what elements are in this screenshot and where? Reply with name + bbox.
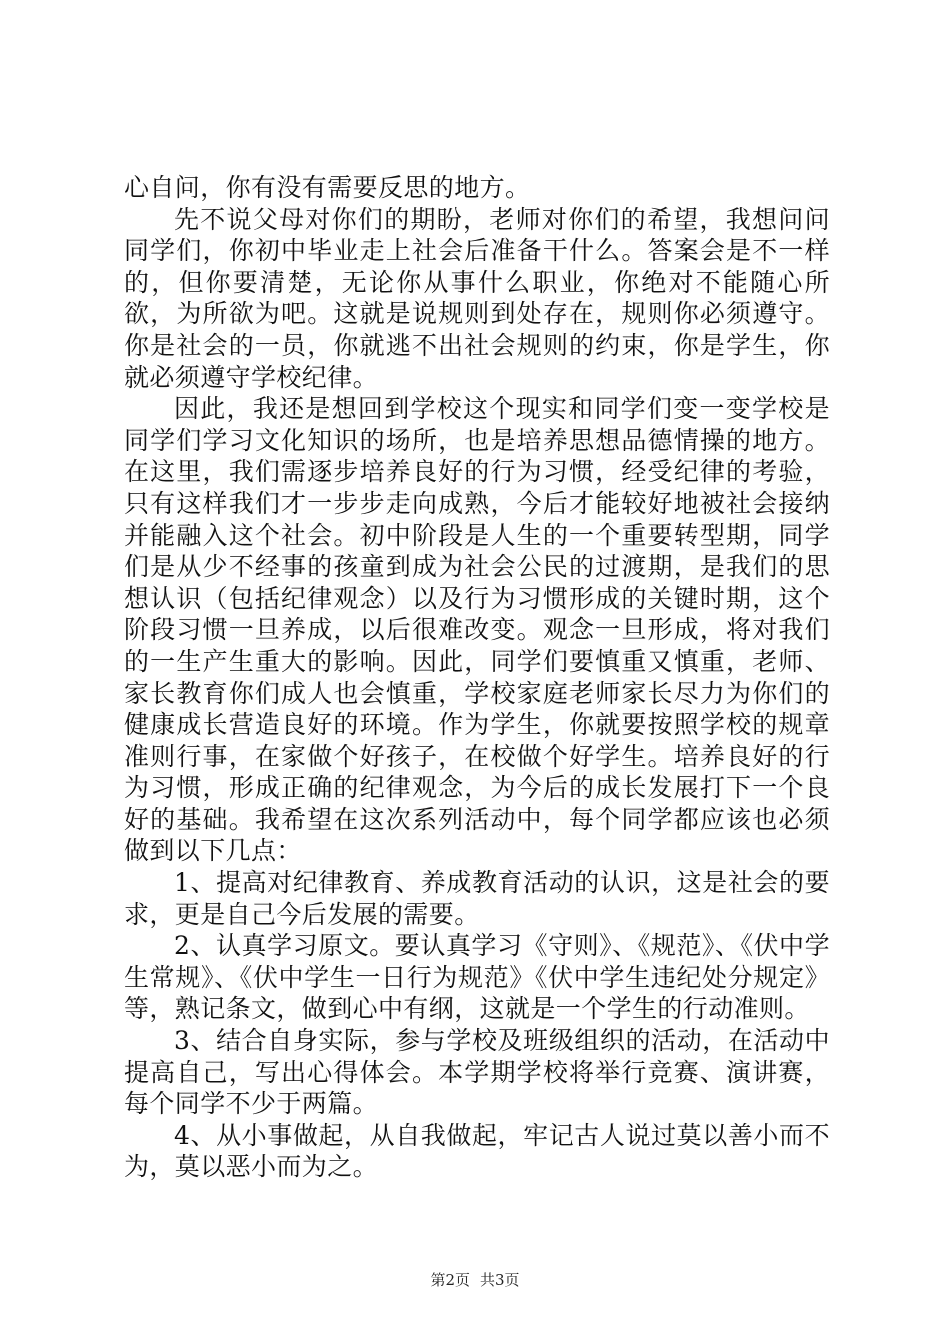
list-item-4: 4、从小事做起，从自我做起，牢记古人说过莫以善小而不为，莫以恶小而为之。 (124, 1120, 830, 1182)
page-total: 共3页 (480, 1271, 520, 1289)
page-footer (0, 1270, 950, 1290)
list-item-2: 2、认真学习原文。要认真学习《守则》、《规范》、《伏中学生常规》、《伏中学生一日行为规范》《伏中学生违纪处分规定》等，熟记条文，做到心中有纲，这就是一个学生的行动准则。 (124, 931, 830, 1024)
list-item-3: 3、结合自身实际，参与学校及班级组织的活动，在活动中提高自己，写出心得体会。本学期学校将举行竞赛、演讲赛，每个同学不少于两篇。 (124, 1026, 830, 1119)
page-number: 第2页 (430, 1271, 470, 1289)
paragraph-school: 因此，我还是想回到学校这个现实和同学们变一变学校是同学们学习文化知识的场所，也是培养思想品德情操的地方。在这里，我们需逐步培养良好的行为习惯，经受纪律的考验，只有这样我们才一步步走向成熟，今后才能较好地被社会接纳并能融入这个社会。初中阶段是人生的一个重要转型期，同学们是从少不经事的孩童到成为社会公民的过渡期，是我们的思想认识（包括纪律观念）以及行为习惯形成的关键时期，这个阶段习惯一旦养成，以后很难改变。观念一旦形成，将对我们的一生产生重大的影响。因此，同学们要慎重又慎重，老师、家长教育你们成人也会慎重，学校家庭老师家长尽力为你们的健康成长营造良好的环境。作为学生，你就要按照学校的规章准则行事，在家做个好孩子，在校做个好学生。培养良好的行为习惯，形成正确的纪律观念，为今后的成长发展打下一个良好的基础。我希望在这次系列活动中，每个同学都应该也必须做到以下几点： (124, 394, 830, 866)
list-item-1: 1、提高对纪律教育、养成教育活动的认识，这是社会的要求，更是自己今后发展的需要。 (124, 868, 830, 929)
paragraph-rules: 先不说父母对你们的期盼，老师对你们的希望，我想问问同学们，你初中毕业走上社会后准备干什么。答案会是不一样的，但你要清楚，无论你从事什么职业，你绝对不能随心所欲，为所欲为吧。这就是说规则到处存在，规则你必须遵守。你是社会的一员，你就逃不出社会规则的约束，你是学生，你就必须遵守学校纪律。 (124, 204, 830, 392)
paragraph-continuation: 心自问，你有没有需要反思的地方。 (124, 173, 531, 202)
document-body (124, 172, 830, 1183)
